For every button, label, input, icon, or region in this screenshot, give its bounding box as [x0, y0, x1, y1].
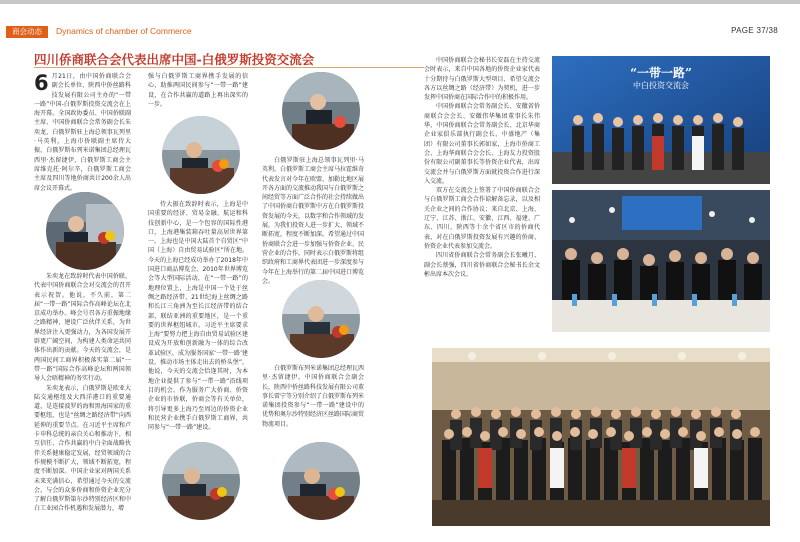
col3-paragraph-1: 白俄罗斯驻上海总领事瓦列里·马英利，白俄罗斯工商会主席马拉霍维奇代表发言对今年在欧盟、加勒比地区展开各方面的交流推动我国与白俄罗斯之间经贸等方面广泛合作的社会持续做出了中国侨商白俄罗斯中方在白俄罗斯投资发展的今天，以数字和合作领域的发展，为我们投资人进一步扩大、领域不断拓宽，程度不断加深。希望通过中国侨商联合会进一步加强与侨资企业、民营企业的合作，同时表示白俄罗斯将组织政府和工商界代表团进一步深度参与今年在上海举行的第二届中国进口博览会。 — [262, 157, 365, 285]
circle-photo-speaker-3 — [162, 442, 240, 520]
dropcap: 6 — [34, 71, 49, 95]
article-title: 四川侨商联合会代表出席中国-白俄罗斯投资交流会 — [34, 52, 315, 67]
photo-audience — [552, 190, 770, 332]
col4-paragraph-4: 四川省侨商联合会常务副会长张曦月、副会长蔡强，四川省侨商联合会秘书长余文彬出席本次会议。 — [424, 252, 540, 278]
photo-group-wide — [432, 348, 770, 526]
banner-line-1: “一带一路” — [630, 66, 692, 80]
col4-paragraph-2: 中国侨商联合会常务副会长、安徽省侨商联合会会长、安徽伟华集团董事长朱伟华，中国侨商联合会常务副会长、北京华商企业家俱乐部执行副会长、中盛地产（集团）有限公司董事长郭如家，上海市侨商工会、上海华商联合会会长、上海友力投资股份有限公司副董事长等侨资企业代表，出席交流会并与白俄罗斯方面就投资合作进行深入交流。 — [424, 103, 540, 185]
circle-photo-speaker-5 — [282, 280, 360, 358]
article-column-3b — [262, 364, 364, 429]
col1-paragraph-2: 朱奕龙在致辞时代表中国侨联、代表中国侨商联合会对交流会的召开表示祝贺。他说，不久前，第二届“一带一路”国际合作高峰论坛在北京成功举办。峰会号召各方重振地缘之路精神，建设广泛伙伴关系，为世界经济注入更强动力，为各国发展开辟更广阔空间，为构建人类命运共同体作出新的贡献。今天的交流会，是两国民间工商界积极落实第二届“一带一路”国际合作高峰论坛和两国领导人会晤精神的务实行动。 — [34, 273, 131, 383]
section-title: Dynamics of chamber of Commerce — [56, 26, 192, 36]
col2-paragraph-2: 侍大振在致辞时表示，上海是中国重要的经济、贸易金融、航运和科技创新中心，是一个包容的国际性港口，上海港集装箱吞吐量高居世界第一。上海也是中国大陆首个自贸区“中国（上海）自由贸易试验区”所在地。今天的上海已经成功举办了2018年中国进口商品博览会、2010年世界博览会等大型国际活动，在“一带一路”的地理位置上，上海是中国一个处于丝绸之路经济带、21世纪海上丝绸之路和长江三角洲为至长江经济带的结合部，联结亚洲的重要地区，是一个重要的世界枢纽城市。习近平主席要求上海“要努力把上海自由贸易试验区建设成为开放和创新融为一体的综合改革试验区，成为服务国家‘一带一路’建设、推动市场主体走出去的桥头堡”，他说，今天的交流会恰逢其时，为本地企业提供了参与“一带一路”沿线项目的机会。作为服务广大侨商、侨资企业的市侨联，侨商会等有关单位，将引导更多上海乃至周边的侨资企业和民营企业携手白俄罗斯工商界，共同参与“一带一路”建设。 — [148, 201, 248, 432]
article-column-4 — [424, 56, 540, 279]
article-column-1b — [34, 272, 131, 514]
article-column-2b — [148, 200, 248, 432]
section-tag: 商会动态 — [6, 26, 48, 38]
title-divider — [34, 67, 424, 68]
col4-paragraph-3: 双方在交流会上签署了中国侨商联合会与白俄罗斯工商会合作谅解备忘录，以及相关企业之间的合作协议；来自北京、上海、辽宁、江苏、浙江、安徽、江西、福建、广东、四川、陕西等十余个省区市的侨商代表，对在白俄罗斯投资发展有兴趣的侨商、侨资企业代表参加交流会。 — [424, 187, 540, 250]
circle-photo-speaker-6 — [282, 442, 360, 520]
circle-photo-speaker-2 — [162, 116, 240, 194]
header-rule — [0, 0, 800, 4]
banner-line-2: 中白投资交流会 — [633, 81, 689, 90]
col1-paragraph-3: 朱奕龙表示，白俄罗斯是欧亚大陆交通枢纽及大西洋港口的重要通道，是连接波罗的海和黑海国家的重要枢纽，也是“丝绸之路经济带”向西延伸的重要节点。在习近平主席和卢卡申科总统的亲自关心和推动下，相互信任、合作共赢的中白全面战略伙伴关系健康稳定发展，经贸领域的合作规模不断扩大，领域不断拓宽，程度不断加深。中国企业家对两国关系未来充满信心，希望通过今天的交流会，与会的众多侨商和侨资企业充分了解白俄罗斯第尔沙特别经济区和中白工业园合作机遇和发展潜力，增 — [34, 384, 131, 513]
col3-paragraph-2: 白俄罗斯布列米诺集团总经理瓦西里·杰留捷伊，中国侨商联合会副会长，陕西中侨丝路科技发展有限公司董事长雷宁等分别介绍了白俄罗斯布列米诺集团投资参与“一带一路”建设中的优势和奥尔沙特别经济区丝路国际商贸物流项目。 — [262, 365, 365, 428]
col4-paragraph-1: 中国侨商联合会秘书长安磊在主持交流会时表示，来自中国各地的侨资企业家代表十分期待与白俄罗斯大型项目、希望交流会各方以丝绸之路（经济带）为契机，进一步发挥中国侨商在国际合作中的积极作用。 — [424, 57, 540, 102]
page-number: PAGE 37/38 — [731, 26, 778, 35]
col2-paragraph-1: 强与白俄罗斯工商界携手发展的信心，助推两国民间参与“一带一路”建设，在合作共赢的道路上再出深实的一步。 — [148, 73, 248, 108]
photo-group-banner — [552, 56, 770, 184]
article-column-1 — [34, 72, 131, 193]
article-column-2a — [148, 72, 248, 109]
circle-photo-speaker-4 — [282, 72, 360, 150]
circle-photo-speaker-1 — [46, 192, 124, 270]
col1-paragraph-1: 月21日，由中国侨商联合会副会长单位、陕西中侨丝路科技发展有限公司主办的“一带一路”中国-白俄罗斯投资交流会在上海开幕。全国政协委员、中国侨联副主席、中国侨商联合会常务副会长朱奕龙，白俄罗斯驻上海总领事瓦列里·马英利，上海市侨联副主席侍大振，白俄罗斯布列米诺集团总经理瓦西里·杰留捷伊，白俄罗斯工商会主席维克托·阿尔辛，白俄罗斯工商会主席及四川等地侨商共计200余人出席会议开幕式。 — [34, 73, 131, 192]
article-column-3a — [262, 156, 364, 286]
